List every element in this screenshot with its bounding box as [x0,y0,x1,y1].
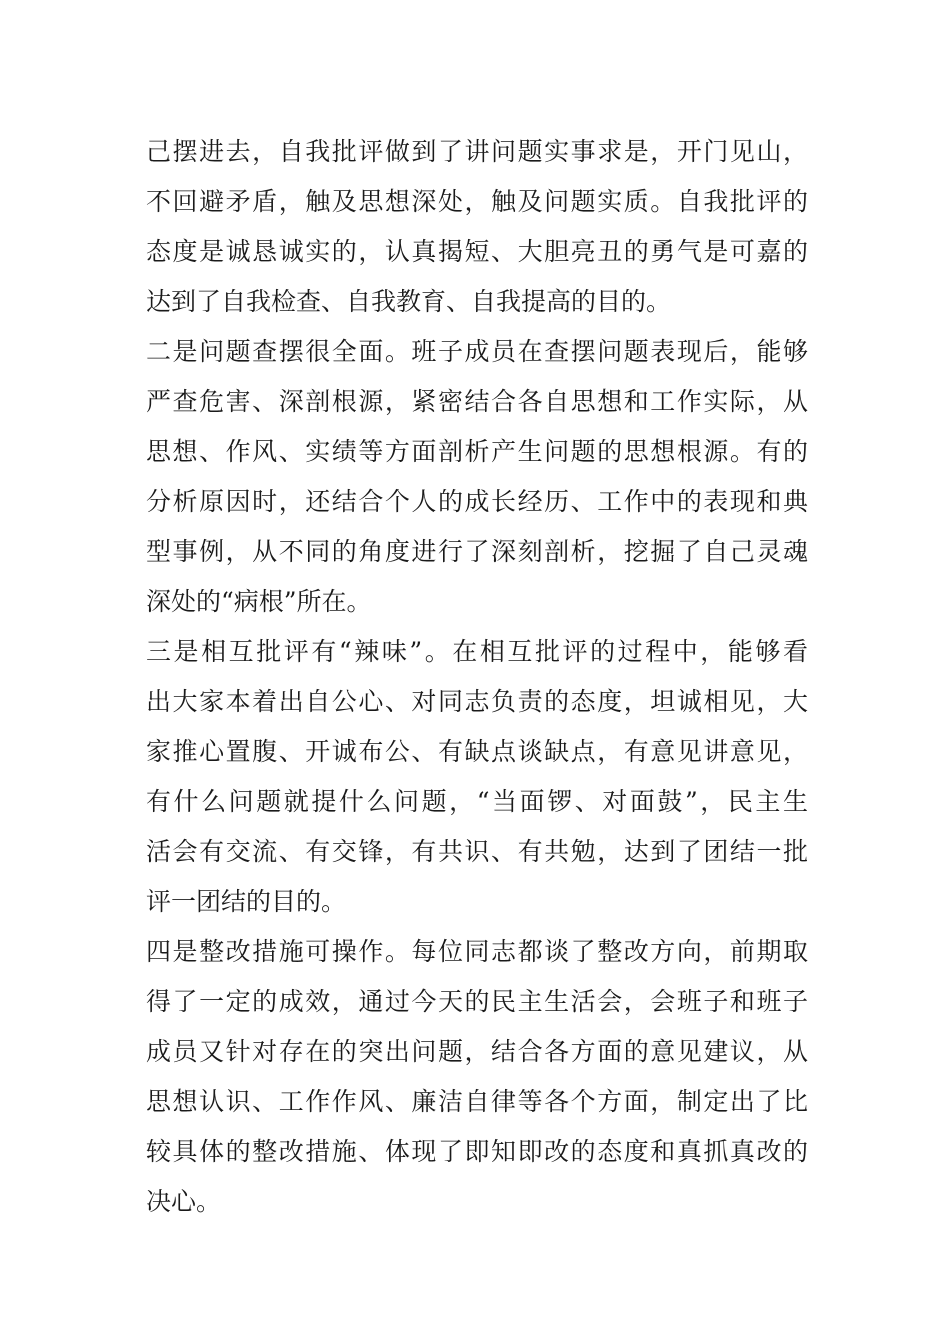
text-line: 深处的“病根”所在。 [146,587,372,616]
text-line: 成员又针对存在的突出问题，结合各方面的意见建议，从 [146,1037,808,1066]
text-line: 四是整改措施可操作。每位同志都谈了整改方向，前期取 [146,937,808,966]
text-line: 三是相互批评有“辣味”。在相互批评的过程中，能够看 [146,637,808,666]
text-line: 态度是诚恳诚实的，认真揭短、大胆亮丑的勇气是可嘉的 [146,237,808,266]
text-line: 活会有交流、有交锋，有共识、有共勉，达到了团结一批 [146,837,808,866]
text-line: 分析原因时，还结合个人的成长经历、工作中的表现和典 [146,487,808,516]
text-line: 不回避矛盾，触及思想深处，触及问题实质。自我批评的 [146,187,808,216]
text-line: 有什么问题就提什么问题，“当面锣、对面鼓”，民主生 [146,787,808,816]
text-line: 二是问题查摆很全面。班子成员在查摆问题表现后，能够 [146,337,808,366]
text-line: 达到了自我检查、自我教育、自我提高的目的。 [146,287,672,316]
text-line: 型事例，从不同的角度进行了深刻剖析，挖掘了自己灵魂 [146,537,808,566]
text-line: 出大家本着出自公心、对同志负责的态度，坦诚相见，大 [146,687,808,716]
text-line: 严查危害、深剖根源，紧密结合各自思想和工作实际，从 [146,387,808,416]
text-line: 思想、作风、实绩等方面剖析产生问题的思想根源。有的 [146,437,808,466]
text-line: 思想认识、工作作风、廉洁自律等各个方面，制定出了比 [146,1087,808,1116]
text-line: 得了一定的成效，通过今天的民主生活会，会班子和班子 [146,987,808,1016]
text-line: 较具体的整改措施、体现了即知即改的态度和真抓真改的 [146,1137,808,1166]
text-line: 家推心置腹、开诚布公、有缺点谈缺点，有意见讲意见， [146,737,808,766]
text-line: 己摆进去，自我批评做到了讲问题实事求是，开门见山， [146,137,808,166]
text-line: 决心。 [146,1187,222,1216]
text-line: 评一团结的目的。 [146,887,347,916]
document-body [146,127,808,1227]
